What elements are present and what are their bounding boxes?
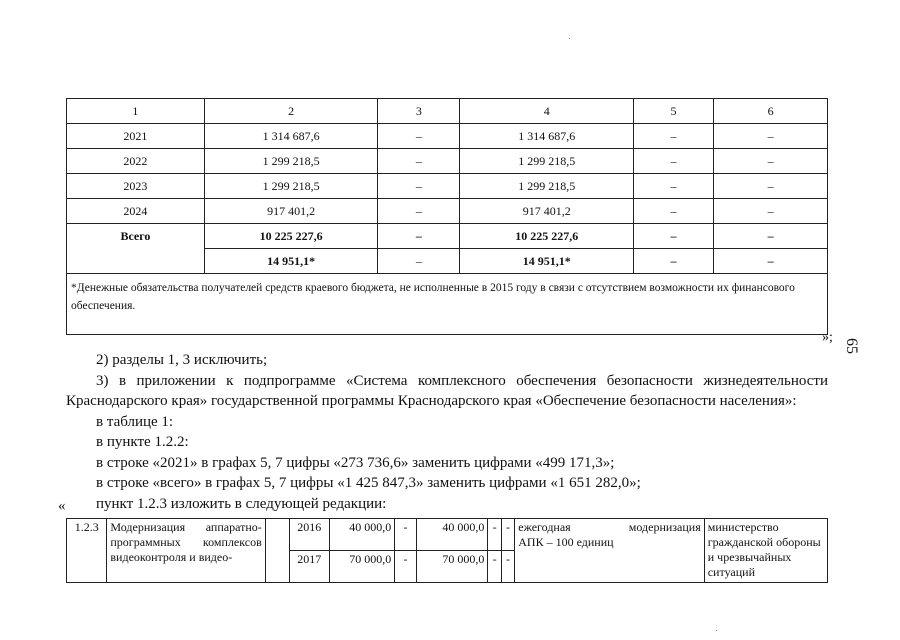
value-cell: – (378, 174, 460, 199)
value-cell: – (714, 174, 828, 199)
page-number: 65 (843, 338, 860, 354)
year-cell: 2022 (67, 149, 205, 174)
federal-cell: - (395, 551, 417, 583)
value-cell: – (378, 124, 460, 149)
value-cell: – (633, 174, 713, 199)
local-cell: - (488, 551, 501, 583)
footnote-text: *Денежные обязательства получателей средств краевого бюджета, не исполненные в 2015 году в связи с отсутствием возможности их финансового обеспечения. (67, 274, 828, 335)
value-cell: – (633, 199, 713, 224)
total-extra-value: – (633, 249, 713, 274)
table-row (67, 174, 828, 199)
local-cell: - (488, 519, 501, 551)
opening-quote: « (58, 498, 66, 514)
measures-table (66, 518, 828, 583)
scan-speck (716, 630, 717, 631)
value-cell: 917 401,2 (204, 199, 377, 224)
result-line (518, 520, 700, 535)
header-cell: 4 (460, 99, 633, 124)
year-cell: 2024 (67, 199, 205, 224)
financing-table (66, 98, 828, 335)
paragraph: в пункте 1.2.2: (96, 434, 189, 450)
body-text (66, 350, 828, 514)
header-cell: 3 (378, 99, 460, 124)
year-cell: 2016 (289, 519, 329, 551)
total-value: – (714, 224, 828, 249)
table-row (67, 519, 828, 551)
paragraph: пункт 1.2.3 изложить в следующей редакции: (96, 495, 387, 512)
extra-cell: - (501, 551, 514, 583)
table-row (67, 199, 828, 224)
value-cell: – (714, 149, 828, 174)
table-row (67, 149, 828, 174)
federal-cell: - (395, 519, 417, 551)
header-cell: 6 (714, 99, 828, 124)
item-name: Модернизация аппаратно-программных комплексов видеоконтроля и видео- (107, 519, 265, 583)
header-cell: 5 (633, 99, 713, 124)
scan-speck (569, 38, 570, 39)
extra-cell: - (501, 519, 514, 551)
table-row (67, 124, 828, 149)
total-value: 10 225 227,6 (204, 224, 377, 249)
header-cell: 2 (204, 99, 377, 124)
regional-cell: 70 000,0 (416, 551, 487, 583)
total-row (67, 224, 828, 249)
total-extra-value: – (378, 249, 460, 274)
closing-quote: »; (822, 330, 833, 345)
year-cell: 2017 (289, 551, 329, 583)
value-cell: – (714, 199, 828, 224)
year-cell: 2021 (67, 124, 205, 149)
footnote-row (67, 274, 828, 335)
value-cell: 1 299 218,5 (460, 149, 633, 174)
total-label: Всего (67, 224, 205, 274)
header-cell: 1 (67, 99, 205, 124)
paragraph: в строке «2021» в графах 5, 7 цифры «273 736,6» заменить цифрами «499 171,3»; (96, 454, 615, 471)
total-value: 10 225 227,6 (460, 224, 633, 249)
result-word: модернизация (628, 520, 701, 534)
value-cell: 1 299 218,5 (460, 174, 633, 199)
value-cell: – (378, 199, 460, 224)
item-number: 1.2.3 (67, 519, 107, 583)
total-value: – (378, 224, 460, 249)
value-cell: 1 314 687,6 (460, 124, 633, 149)
value-cell: 1 299 218,5 (204, 149, 377, 174)
paragraph: 2) разделы 1, 3 исключить; (96, 352, 268, 368)
total-value: – (633, 224, 713, 249)
value-cell: – (378, 149, 460, 174)
value-cell: 1 299 218,5 (204, 174, 377, 199)
total-cell: 70 000,0 (329, 551, 394, 583)
total-extra-value: 14 951,1* (204, 249, 377, 274)
value-cell: – (714, 124, 828, 149)
total-extra-value: – (714, 249, 828, 274)
value-cell: – (633, 149, 713, 174)
paragraph: в строке «всего» в графах 5, 7 цифры «1 425 847,3» заменить цифрами «1 651 282,0»; (96, 475, 641, 491)
total-cell: 40 000,0 (329, 519, 394, 551)
empty-cell (265, 519, 289, 583)
result-cell (515, 519, 704, 583)
regional-cell: 40 000,0 (416, 519, 487, 551)
result-line: АПК – 100 единиц (518, 535, 614, 549)
value-cell: 1 314 687,6 (204, 124, 377, 149)
total-extra-value: 14 951,1* (460, 249, 633, 274)
responsible-cell: министерство гражданской обороны и чрезвычайных ситуаций (704, 519, 827, 583)
value-cell: – (633, 124, 713, 149)
paragraph: в таблице 1: (96, 413, 174, 430)
year-cell: 2023 (67, 174, 205, 199)
value-cell: 917 401,2 (460, 199, 633, 224)
result-word: ежегодная (518, 520, 571, 534)
paragraph: 3) в приложении к подпрограмме «Система комплексного обеспечения безопасности жизнедеятельности Краснодарского края» государственной программы Краснодарского края «Обеспечение безопасности населения»: (66, 372, 828, 409)
table-header-row (67, 99, 828, 124)
